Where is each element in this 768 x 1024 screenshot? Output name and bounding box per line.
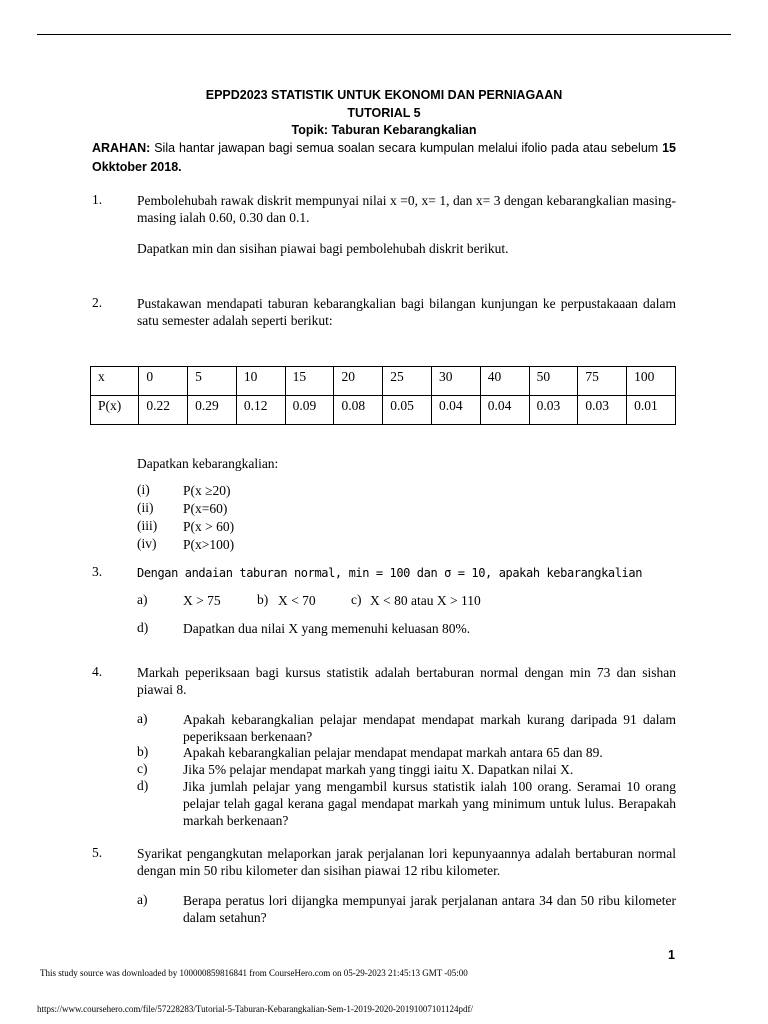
q3-a-label: a)	[137, 592, 148, 607]
table-cell: 0.22	[139, 396, 188, 425]
q1-number: 1.	[92, 192, 103, 207]
table-cell: 30	[432, 367, 481, 396]
q2-part-label: (iv)	[137, 536, 157, 551]
table-cell: 50	[529, 367, 578, 396]
q4-part-label: d)	[137, 778, 149, 793]
q3-c-label: c)	[351, 592, 362, 607]
q1-task: Dapatkan min dan sisihan piawai bagi pembolehubah diskrit berikut.	[137, 241, 509, 256]
table-cell: 25	[383, 367, 432, 396]
table-cell: 5	[188, 367, 237, 396]
q2-part-text: P(x=60)	[183, 501, 228, 516]
course-title: EPPD2023 STATISTIK UNTUK EKONOMI DAN PERNIAGAAN	[205, 88, 563, 102]
deadline: 15 Okktober 2018.	[92, 141, 676, 174]
q4-part-label: c)	[137, 761, 148, 776]
table-cell: 0.03	[529, 396, 578, 425]
table-cell: 75	[578, 367, 627, 396]
q5-text: Syarikat pengangkutan melaporkan jarak perjalanan lori kepunyaannya adalah bertaburan normal dengan min 50 ribu kilometer dan sisihan piawai 12 ribu kilometer.	[137, 846, 676, 878]
q2-task: Dapatkan kebarangkalian:	[137, 456, 279, 471]
instructions-label: ARAHAN:	[92, 141, 151, 155]
q2-part-label: (iii)	[137, 518, 158, 533]
instructions	[92, 139, 676, 177]
probability-table	[90, 366, 676, 425]
q4-part-label: b)	[137, 744, 149, 759]
topic-title: Topik: Taburan Kebarangkalian	[291, 123, 477, 137]
table-cell: 0.04	[480, 396, 529, 425]
q5-a-text: Berapa peratus lori dijangka mempunyai jarak perjalanan antara 34 dan 50 ribu kilometer dalam setahun?	[183, 893, 676, 925]
table-row-px	[91, 396, 676, 425]
q2-part-text: P(x>100)	[183, 537, 235, 552]
table-cell: 10	[236, 367, 285, 396]
page-number: 1	[668, 948, 675, 962]
q2-number: 2.	[92, 295, 103, 310]
table-cell: 0.08	[334, 396, 383, 425]
table-row-x	[91, 367, 676, 396]
table-cell: 0.05	[383, 396, 432, 425]
source-url: https://www.coursehero.com/file/57228283/Tutorial-5-Taburan-Kebarangkalian-Sem-1-2019-2020-20191007101124pdf/	[37, 1004, 474, 1014]
instructions-text: Sila hantar jawapan bagi semua soalan secara kumpulan melalui ifolio pada atau sebelum	[150, 141, 663, 155]
q4-part-text: Jika jumlah pelajar yang mengambil kursus statistik ialah 100 orang. Seramai 10 orang pelajar telah gagal kerana gagal mendapat markah yang minimum untuk lulus. Berapakah markah berkenaan?	[183, 779, 676, 828]
q3-text: Dengan andaian taburan normal, min = 100 dan σ = 10, apakah kebarangkalian	[137, 566, 643, 580]
q5-number: 5.	[92, 845, 103, 860]
q3-b-label: b)	[257, 592, 269, 607]
q1-text: Pembolehubah rawak diskrit mempunyai nilai x =0, x= 1, dan x= 3 dengan kebarangkalian masing-masing ialah 0.60, 0.30 dan 0.1.	[137, 193, 676, 225]
table-cell: 0.29	[188, 396, 237, 425]
q2-text: Pustakawan mendapati taburan kebarangkalian bagi bilangan kunjungan ke perpustakaaan dalam satu semester adalah seperti berikut:	[137, 296, 676, 328]
table-cell: 0.04	[432, 396, 481, 425]
q3-c-text: X < 80 atau X > 110	[370, 593, 481, 608]
q3-a-text: X > 75	[183, 593, 221, 608]
table-cell: 15	[285, 367, 334, 396]
table-cell: 40	[480, 367, 529, 396]
table-cell: 0.09	[285, 396, 334, 425]
table-cell: 0.01	[627, 396, 676, 425]
q3-number: 3.	[92, 564, 103, 579]
q3-d-label: d)	[137, 620, 149, 635]
q4-part-text: Apakah kebarangkalian pelajar mendapat mendapat markah antara 65 dan 89.	[183, 745, 603, 760]
download-note: This study source was downloaded by 100000859816841 from CourseHero.com on 05-29-2023 21:45:13 GMT -05:00	[40, 968, 468, 978]
q4-part-text: Apakah kebarangkalian pelajar mendapat mendapat markah kurang daripada 91 dalam peperiksaan berkenaan?	[183, 712, 676, 744]
table-cell: 20	[334, 367, 383, 396]
table-cell: x	[91, 367, 139, 396]
q2-part-text: P(x > 60)	[183, 519, 235, 534]
tutorial-title: TUTORIAL 5	[347, 106, 421, 120]
q2-part-text: P(x ≥20)	[183, 483, 231, 498]
table-cell: P(x)	[91, 396, 139, 425]
q2-part-label: (i)	[137, 482, 150, 497]
q4-number: 4.	[92, 664, 103, 679]
q5-a-label: a)	[137, 892, 148, 907]
q3-d-text: Dapatkan dua nilai X yang memenuhi keluasan 80%.	[183, 621, 471, 636]
table-cell: 0	[139, 367, 188, 396]
q4-text: Markah peperiksaan bagi kursus statistik adalah bertaburan normal dengan min 73 dan sishan piawai 8.	[137, 665, 676, 697]
q3-b-text: X < 70	[278, 593, 316, 608]
table-cell: 0.12	[236, 396, 285, 425]
q4-part-label: a)	[137, 711, 148, 726]
table-cell: 100	[627, 367, 676, 396]
table-cell: 0.03	[578, 396, 627, 425]
q4-part-text: Jika 5% pelajar mendapat markah yang tinggi iaitu X. Dapatkan nilai X.	[183, 762, 574, 777]
q2-part-label: (ii)	[137, 500, 154, 515]
top-rule	[37, 34, 731, 35]
